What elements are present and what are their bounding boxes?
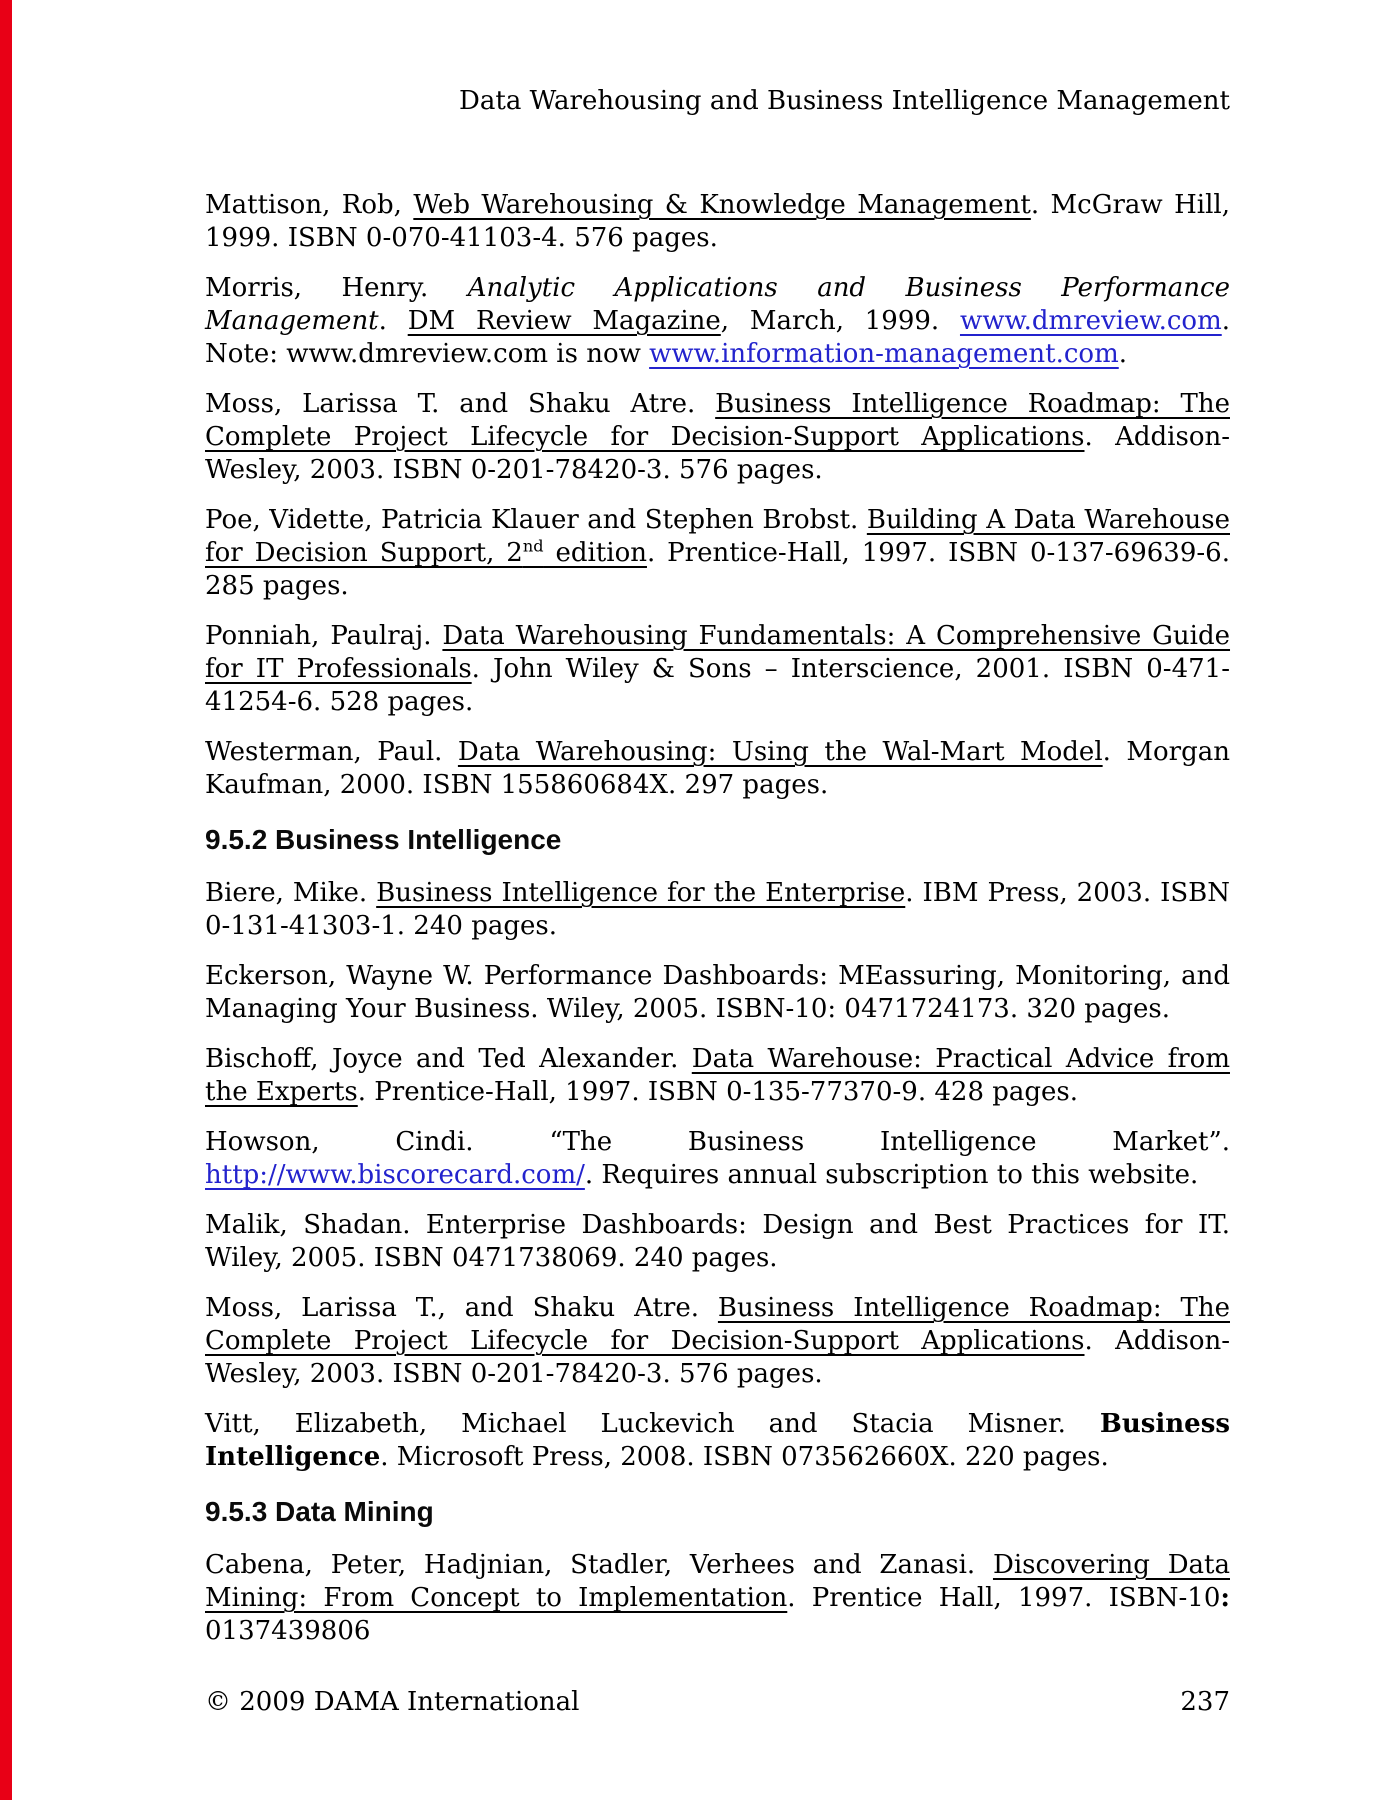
text-run: . McGraw Hill, 1999. ISBN 0-070-41103-4. 576 pages. <box>205 190 1230 253</box>
text-run: Building A Data Warehouse for Decision Support, 2 <box>205 505 1230 568</box>
text-run: . IBM Press, 2003. ISBN 0-131-41303-1. 240 pages. <box>205 878 1231 941</box>
reference-entry <box>205 1549 1230 1648</box>
text-run: . Addison-Wesley, 2003. ISBN 0-201-78420-3. 576 pages. <box>205 422 1231 485</box>
hyperlink[interactable]: www.information-management.com <box>649 339 1119 369</box>
text-run: Vitt, Elizabeth, Michael Luckevich and Stacia Misner. <box>205 1409 1100 1439</box>
reference-entry <box>205 736 1230 802</box>
text-run: . John Wiley & Sons – Interscience, 2001. ISBN 0-471-41254-6. 528 pages. <box>205 654 1230 717</box>
text-run: Ponniah, Paulraj. <box>205 621 443 651</box>
text-run: Biere, Mike. <box>205 878 377 908</box>
text-run: edition <box>543 538 647 568</box>
reference-entry <box>205 1043 1230 1109</box>
reference-entry <box>205 1408 1230 1474</box>
text-run: . Note: www.dmreview.com is now <box>205 306 1230 369</box>
text-run: Cabena, Peter, Hadjnian, Stadler, Verhees and Zanasi. <box>205 1550 993 1580</box>
text-run: Morris, Henry. <box>205 273 468 303</box>
text-run: Poe, Vidette, Patricia Klauer and Stephen Brobst. <box>205 505 867 535</box>
text-run: . <box>1118 339 1128 369</box>
title-underlined: Discovering Data Mining: From Concept to Implementation <box>205 1550 1230 1613</box>
text-run: Moss, Larissa T. and Shaku Atre. <box>205 389 716 419</box>
hyperlink[interactable]: www.dmreview.com <box>959 306 1222 336</box>
copyright-notice: © 2009 DAMA International <box>205 1687 580 1717</box>
reference-entry <box>205 189 1230 255</box>
text-run: . Prentice-Hall, 1997. ISBN 0-135-77370-9. 428 pages. <box>357 1077 1079 1107</box>
text-run: : <box>1220 1583 1230 1613</box>
page-number: 237 <box>1180 1687 1230 1717</box>
text-run: Moss, Larissa T., and Shaku Atre. <box>205 1293 718 1323</box>
title-underlined: Web Warehousing & Knowledge Management <box>413 190 1031 220</box>
text-run: Malik, Shadan. Enterprise Dashboards: Design and Best Practices for IT. Wiley, 2005. ISBN 0471738069. 240 pages. <box>205 1210 1230 1273</box>
text-run: Eckerson, Wayne W. Performance Dashboards: MEassuring, Monitoring, and Managing Your Business. Wiley, 2005. ISBN-10: 0471724173. 320 pages. <box>205 961 1230 1024</box>
text-run: . Microsoft Press, 2008. ISBN 073562660X. 220 pages. <box>380 1442 1109 1472</box>
text-run: Howson, Cindi. “The Business Intelligence Market”. <box>205 1127 1230 1157</box>
title-underlined: Business Intelligence Roadmap: The Complete Project Lifecycle for Decision-Support Applications <box>205 1293 1230 1356</box>
bibliography <box>205 189 1230 1648</box>
text-run: . Requires annual subscription to this website. <box>584 1160 1199 1190</box>
page-content <box>205 0 1230 1665</box>
reference-entry <box>205 1126 1230 1192</box>
left-accent-stripe <box>0 0 12 1800</box>
text-run: nd <box>522 536 544 556</box>
hyperlink[interactable]: http://www.biscorecard.com/ <box>205 1160 585 1190</box>
section-heading: 9.5.2 Business Intelligence <box>205 824 562 855</box>
text-run: . Prentice-Hall, 1997. ISBN 0-137-69639-6. 285 pages. <box>205 538 1230 601</box>
text-run: 0137439806 <box>205 1616 371 1646</box>
text-run: . <box>378 306 408 336</box>
title-underlined: Data Warehousing: Using the Wal-Mart Model <box>457 737 1103 767</box>
text-run: Bischoff, Joyce and Ted Alexander. <box>205 1044 692 1074</box>
title-underlined: Business Intelligence Roadmap: The Complete Project Lifecycle for Decision-Support Applications <box>205 389 1230 452</box>
reference-entry <box>205 504 1230 603</box>
reference-entry <box>205 388 1230 487</box>
text-run: Mattison, Rob, <box>205 190 414 220</box>
reference-entry <box>205 620 1230 719</box>
text-run: . Morgan Kaufman, 2000. ISBN 155860684X. 297 pages. <box>205 737 1230 800</box>
title-underlined: Data Warehouse: Practical Advice from the Experts <box>205 1044 1230 1107</box>
text-run: Westerman, Paul. <box>205 737 458 767</box>
text-run: . Addison-Wesley, 2003. ISBN 0-201-78420-3. 576 pages. <box>205 1326 1231 1389</box>
reference-entry <box>205 1292 1230 1391</box>
running-header: Data Warehousing and Business Intelligence Management <box>459 86 1230 116</box>
reference-entry <box>205 1209 1230 1275</box>
reference-entry <box>205 272 1230 371</box>
title-underlined: Data Warehousing Fundamentals: A Comprehensive Guide for IT Professionals <box>205 621 1231 684</box>
reference-entry <box>205 877 1230 943</box>
text-run: Business Intelligence <box>205 1409 1230 1472</box>
page-footer <box>205 1686 1230 1719</box>
text-run: . Prentice Hall, 1997. ISBN-10 <box>787 1583 1221 1613</box>
reference-entry <box>205 960 1230 1026</box>
text-run: , March, 1999. <box>720 306 960 336</box>
title-underlined: Business Intelligence for the Enterprise <box>376 878 906 908</box>
section-heading: 9.5.3 Data Mining <box>205 1496 434 1527</box>
title-underlined: DM Review Magazine <box>407 306 721 336</box>
text-run: Analytic Applications and Business Performance Management <box>205 273 1230 336</box>
